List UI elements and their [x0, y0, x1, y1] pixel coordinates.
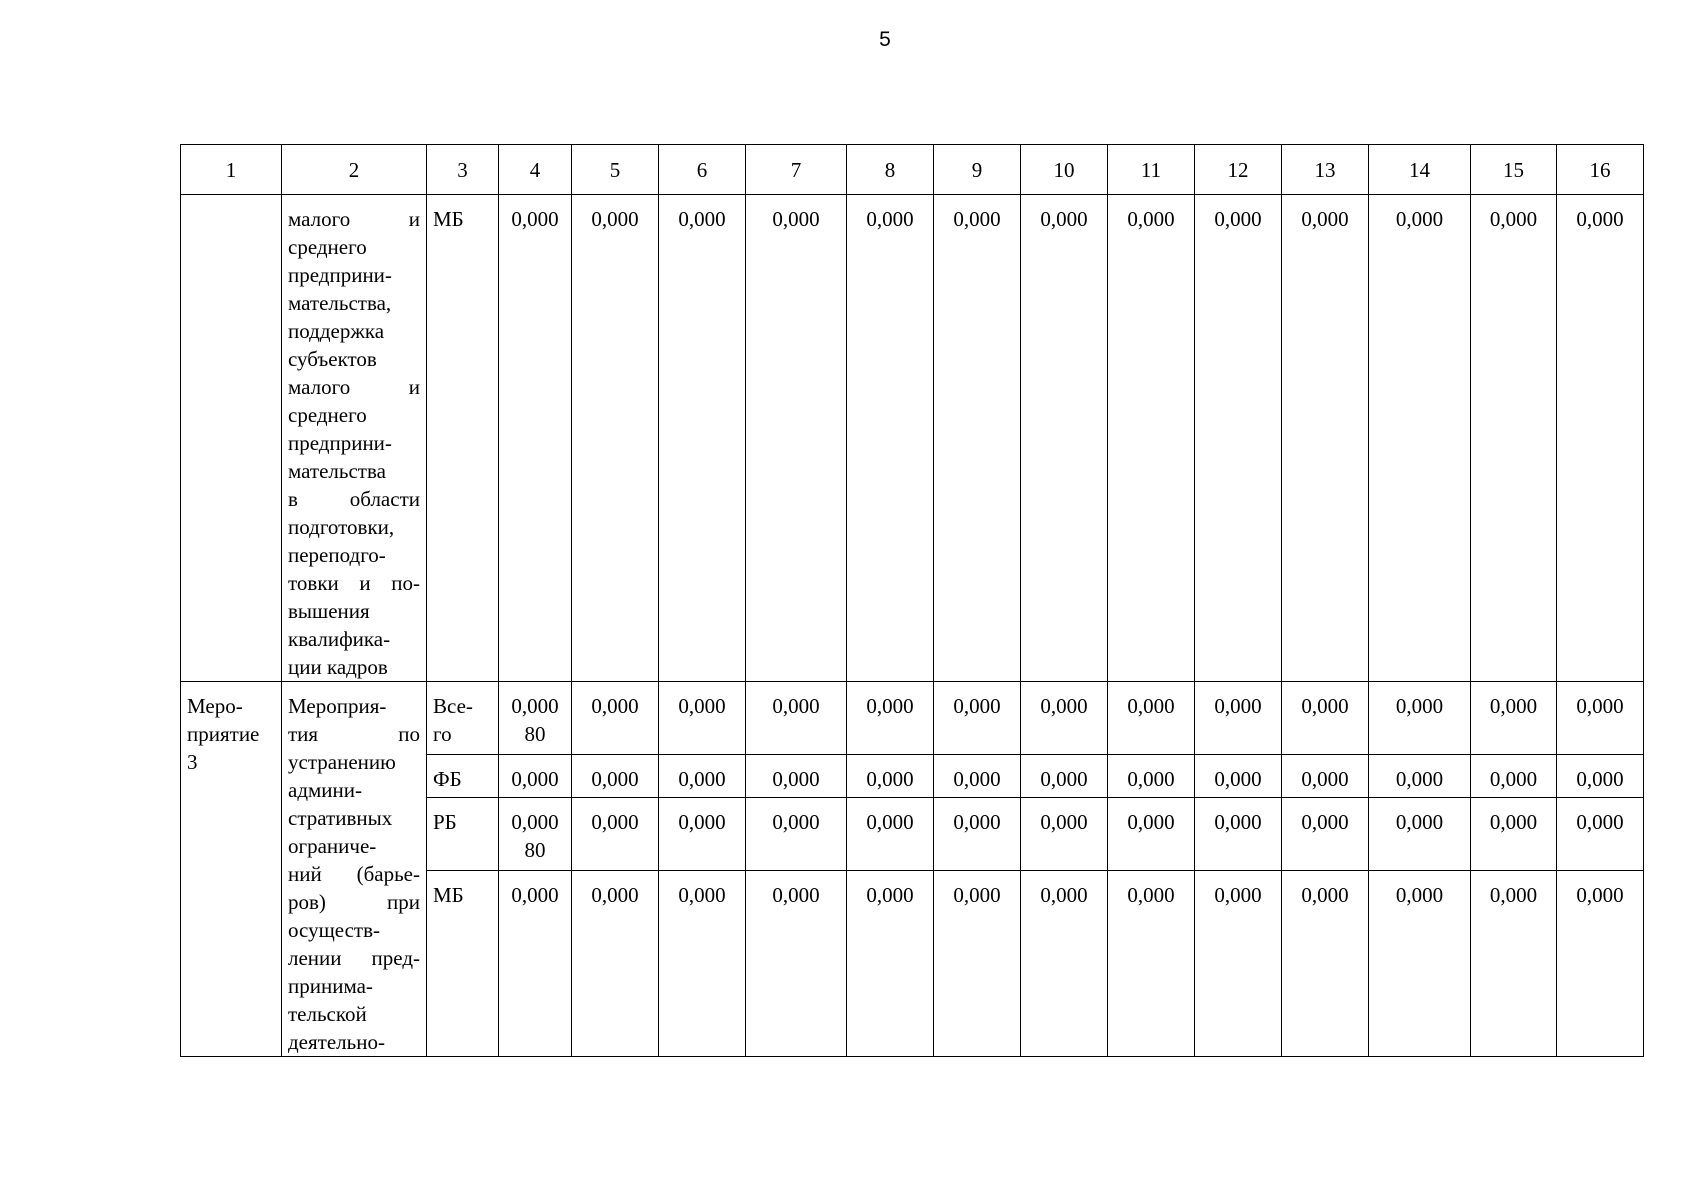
description-line: предприни-	[288, 263, 392, 287]
row-description	[282, 195, 427, 682]
value-cell: 0,000	[1471, 195, 1557, 682]
description-line: админи-	[288, 778, 363, 802]
value-cell: 0,000	[1557, 754, 1644, 797]
value-cell: 0,000	[572, 871, 659, 1057]
event-label-line: Меро-	[187, 694, 243, 718]
budget-table	[180, 144, 1644, 1057]
header-cell: 9	[934, 145, 1021, 195]
description-line: устранению	[288, 750, 396, 774]
value-cell: 0,000	[847, 871, 934, 1057]
value-cell: 0,000	[572, 798, 659, 871]
description-line: среднего	[288, 235, 367, 259]
header-cell: 13	[1282, 145, 1369, 195]
description-line: субъектов	[288, 347, 377, 371]
value-cell: 0,000	[1195, 754, 1282, 797]
value-cell: 0,000	[1108, 682, 1195, 755]
value-cell: 0,000	[659, 195, 746, 682]
description-line: осуществ-	[288, 918, 380, 942]
value-cell: 0,000	[1282, 754, 1369, 797]
header-cell: 10	[1021, 145, 1108, 195]
value-cell: 0,000	[934, 682, 1021, 755]
value-cell: 0,000	[1282, 195, 1369, 682]
funding-source: МБ	[427, 871, 499, 1057]
value-cell: 0,000	[1471, 682, 1557, 755]
value-cell: 0,000	[1195, 798, 1282, 871]
value-cell: 0,000	[1369, 871, 1471, 1057]
value-cell: 0,000	[847, 195, 934, 682]
header-row	[181, 145, 1644, 195]
description-line: малого и	[288, 375, 420, 399]
value-cell: 0,000	[847, 798, 934, 871]
value-cell: 0,000	[746, 871, 847, 1057]
description-line: мательства,	[288, 291, 392, 315]
source-line: Все-	[433, 694, 473, 718]
description-line: ции кадров	[288, 655, 388, 679]
value-cell: 0,000	[847, 682, 934, 755]
value-cell: 0,000	[572, 754, 659, 797]
value-cell: 0,000	[1369, 682, 1471, 755]
event-label-line: 3	[187, 750, 198, 774]
header-cell: 14	[1369, 145, 1471, 195]
value-cell: 0,000	[659, 754, 746, 797]
value-cell: 0,000	[659, 798, 746, 871]
value-cell	[499, 682, 572, 755]
description-line: товки и по-	[288, 571, 420, 595]
value-cell: 0,000	[1557, 195, 1644, 682]
value-cell: 0,000	[572, 682, 659, 755]
source-line: го	[433, 722, 452, 746]
header-cell: 4	[499, 145, 572, 195]
value-cell: 0,000	[934, 195, 1021, 682]
event-description	[282, 682, 427, 1057]
value-line: 0,000	[511, 694, 559, 718]
description-line: тельской	[288, 1002, 367, 1026]
page-number: 5	[879, 28, 891, 51]
header-cell: 5	[572, 145, 659, 195]
description-line: квалифика-	[288, 627, 391, 651]
row-label-cell	[181, 195, 282, 682]
header-cell: 16	[1557, 145, 1644, 195]
value-cell: 0,000	[1195, 682, 1282, 755]
header-cell: 7	[746, 145, 847, 195]
event-label-cell	[181, 682, 282, 1057]
value-cell: 0,000	[1021, 195, 1108, 682]
description-line: мательства	[288, 459, 386, 483]
header-cell: 1	[181, 145, 282, 195]
value-cell: 0,000	[659, 682, 746, 755]
header-cell: 12	[1195, 145, 1282, 195]
description-line: среднего	[288, 403, 367, 427]
value-cell: 0,000	[1021, 682, 1108, 755]
value-cell: 0,000	[746, 195, 847, 682]
funding-source: ФБ	[427, 754, 499, 797]
value-cell: 0,000	[1557, 682, 1644, 755]
value-line: 0,000	[511, 810, 559, 835]
value-cell: 0,000	[1195, 195, 1282, 682]
value-cell: 0,000	[1021, 871, 1108, 1057]
value-cell: 0,000	[1369, 754, 1471, 797]
description-line: деятельно-	[288, 1030, 385, 1054]
value-cell: 0,000	[1369, 195, 1471, 682]
value-cell: 0,000	[499, 195, 572, 682]
header-cell: 2	[282, 145, 427, 195]
description-line: принима-	[288, 974, 373, 998]
value-cell: 0,000	[746, 798, 847, 871]
value-cell	[499, 798, 572, 871]
value-cell: 0,000	[1282, 682, 1369, 755]
funding-source: МБ	[427, 195, 499, 682]
value-cell: 0,000	[1021, 798, 1108, 871]
description-line: малого и	[288, 207, 420, 231]
description-line: предприни-	[288, 431, 392, 455]
header-cell: 8	[847, 145, 934, 195]
value-cell: 0,000	[659, 871, 746, 1057]
description-line: поддержка	[288, 319, 385, 343]
header-cell: 3	[427, 145, 499, 195]
value-cell: 0,000	[1282, 798, 1369, 871]
description-line: ров) при	[288, 890, 420, 914]
table-row	[181, 682, 1644, 755]
description-line: вышения	[288, 599, 370, 623]
value-line: 80	[524, 722, 546, 746]
value-cell: 0,000	[1108, 871, 1195, 1057]
value-cell: 0,000	[1108, 754, 1195, 797]
value-cell: 0,000	[1369, 798, 1471, 871]
value-cell: 0,000	[499, 754, 572, 797]
header-cell: 11	[1108, 145, 1195, 195]
value-cell: 0,000	[746, 754, 847, 797]
value-cell: 0,000	[1108, 195, 1195, 682]
value-cell: 0,000	[1021, 754, 1108, 797]
value-cell: 0,000	[934, 754, 1021, 797]
value-line: 80	[524, 838, 546, 863]
header-cell: 6	[659, 145, 746, 195]
value-cell: 0,000	[1471, 754, 1557, 797]
event-label-line: приятие	[187, 722, 260, 746]
description-line: подготовки,	[288, 515, 395, 539]
description-line: стративных	[288, 806, 393, 830]
value-cell: 0,000	[1557, 798, 1644, 871]
value-cell: 0,000	[746, 682, 847, 755]
description-line: переподго-	[288, 543, 386, 567]
value-cell: 0,000	[1108, 798, 1195, 871]
funding-source	[427, 682, 499, 755]
table-row	[181, 195, 1644, 682]
value-cell: 0,000	[1471, 798, 1557, 871]
value-cell: 0,000	[1471, 871, 1557, 1057]
value-cell: 0,000	[847, 754, 934, 797]
header-cell: 15	[1471, 145, 1557, 195]
value-cell: 0,000	[934, 798, 1021, 871]
value-cell: 0,000	[1195, 871, 1282, 1057]
description-line: тия по	[288, 722, 420, 746]
description-line: в области	[288, 487, 420, 511]
value-cell: 0,000	[572, 195, 659, 682]
description-line: ний (барье-	[288, 862, 420, 886]
value-cell: 0,000	[1282, 871, 1369, 1057]
description-line: Мероприя-	[288, 694, 387, 718]
description-line: ограниче-	[288, 834, 377, 858]
value-cell: 0,000	[499, 871, 572, 1057]
funding-source: РБ	[427, 798, 499, 871]
value-cell: 0,000	[934, 871, 1021, 1057]
description-line: лении пред-	[288, 946, 420, 970]
value-cell: 0,000	[1557, 871, 1644, 1057]
